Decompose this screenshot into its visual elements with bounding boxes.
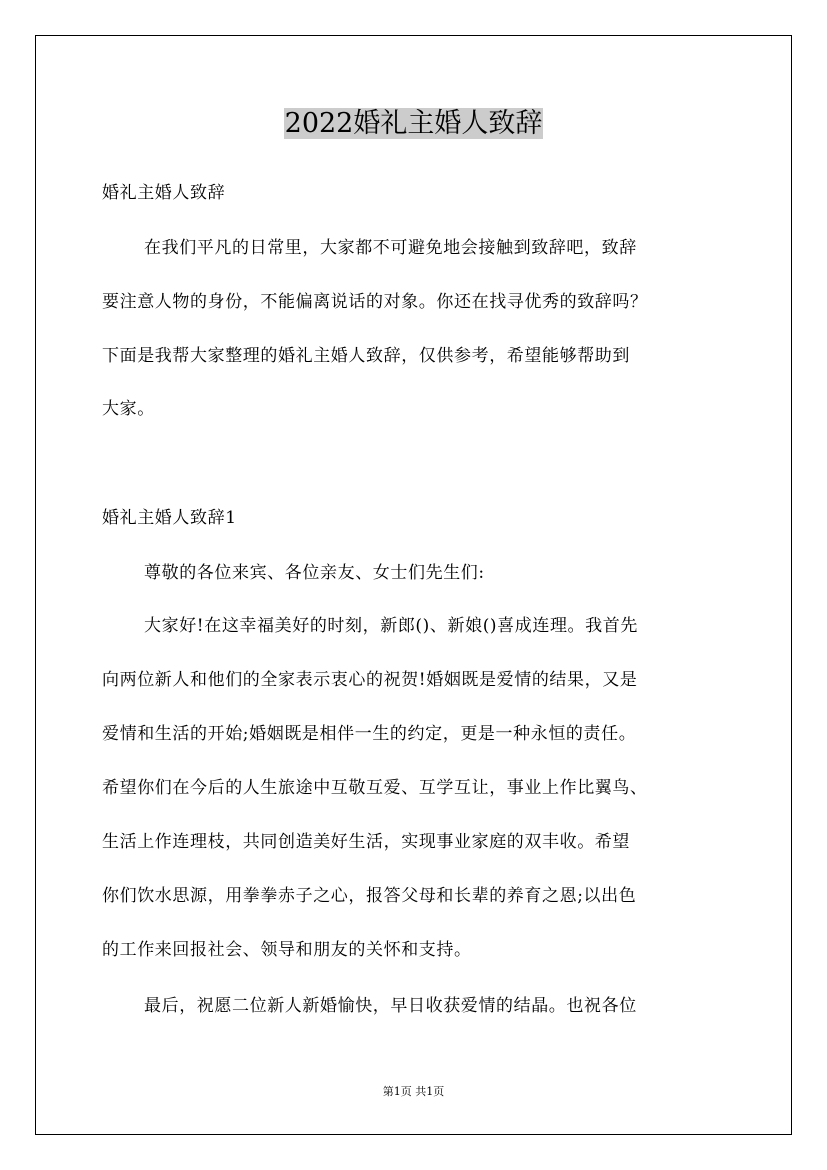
- document-title-text: 2022婚礼主婚人致辞: [284, 108, 543, 139]
- paragraph-line: 向两位新人和他们的全家表示衷心的祝贺!婚姻既是爱情的结果，又是: [102, 670, 638, 690]
- paragraph-line: 大家。: [102, 399, 155, 419]
- section-heading-intro: 婚礼主婚人致辞: [102, 183, 226, 203]
- page-footer: 第1页 共1页: [382, 1085, 445, 1098]
- paragraph-line: 尊敬的各位来宾、各位亲友、女士们先生们:: [144, 563, 485, 583]
- paragraph-line: 你们饮水思源，用拳拳赤子之心，报答父母和长辈的养育之恩;以出色: [102, 886, 637, 906]
- document-title: [0, 106, 827, 142]
- section-heading-1: 婚礼主婚人致辞1: [102, 508, 237, 528]
- paragraph-line: 要注意人物的身份，不能偏离说话的对象。你还在找寻优秀的致辞吗？: [102, 292, 648, 312]
- paragraph-line: 在我们平凡的日常里，大家都不可避免地会接触到致辞吧，致辞: [144, 238, 637, 258]
- paragraph-line: 爱情和生活的开始;婚姻既是相伴一生的约定，更是一种永恒的责任。: [102, 724, 637, 744]
- paragraph-line: 希望你们在今后的人生旅途中互敬互爱、互学互让，事业上作比翼鸟、: [102, 778, 648, 798]
- paragraph-line: 生活上作连理枝，共同创造美好生活，实现事业家庭的双丰收。希望: [102, 832, 630, 852]
- paragraph-line: 最后，祝愿二位新人新婚愉快，早日收获爱情的结晶。也祝各位: [144, 996, 637, 1016]
- paragraph-line: 下面是我帮大家整理的婚礼主婚人致辞，仅供参考，希望能够帮助到: [102, 346, 630, 366]
- paragraph-line: 的工作来回报社会、领导和朋友的关怀和支持。: [102, 940, 472, 960]
- paragraph-line: 大家好!在这幸福美好的时刻，新郎()、新娘()喜成连理。我首先: [144, 616, 638, 636]
